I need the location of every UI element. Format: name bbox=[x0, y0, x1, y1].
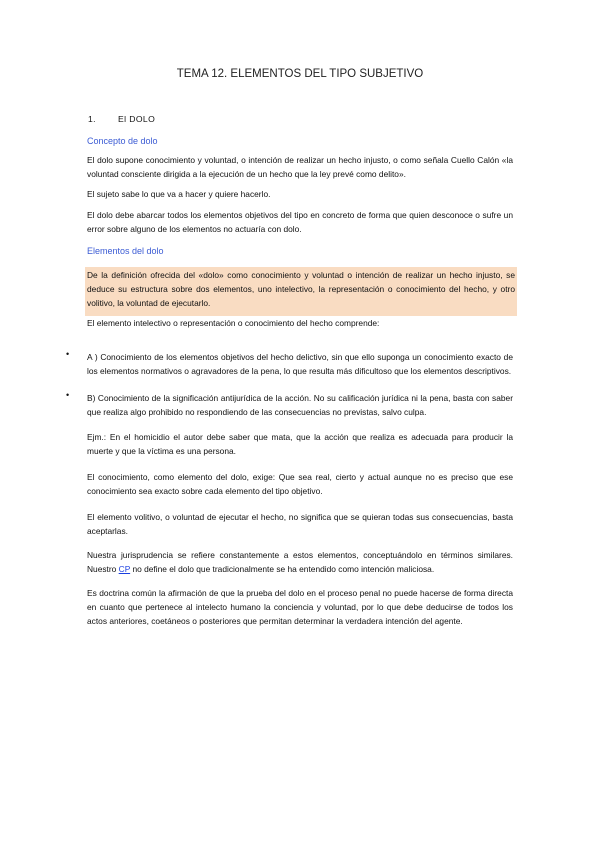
text: no define el dolo que tradicionalmente se ha entendido como intención maliciosa. bbox=[130, 564, 435, 574]
cp-link[interactable]: CP bbox=[118, 564, 131, 574]
paragraph: El dolo supone conocimiento y voluntad, o intención de realizar un hecho injusto, o como señala Cuello Calón «la voluntad consciente dirigida a la ejecución de un hecho que la ley prevé como delito». bbox=[87, 155, 513, 179]
highlighted-paragraph: De la definición ofrecida del «dolo» como conocimiento y voluntad o intención de realizar un hecho injusto, se deduce su estructura sobre dos elementos, uno intelectivo, la representación o conocimiento del hecho, y otro volitivo, la voluntad de ejecutarlo. bbox=[85, 267, 517, 316]
paragraph: Ejm.: En el homicidio el autor debe saber que mata, que la acción que realiza es adecuada para producir la muerte y que la víctima es una persona. bbox=[87, 432, 513, 456]
paragraph: El dolo debe abarcar todos los elementos objetivos del tipo en concreto de forma que quien desconoce o sufre un error sobre alguno de los elementos no actuaría con dolo. bbox=[87, 210, 513, 234]
paragraph: El conocimiento, como elemento del dolo, exige: Que sea real, cierto y actual aunque no es preciso que ese conocimiento sea exacto sobre cada elemento del tipo objetivo. bbox=[87, 472, 513, 496]
text: Nuestra jurisprudencia se refiere constantemente a estos elementos, conceptuándolo en términos similares. Nuestro bbox=[87, 550, 513, 574]
subheading-elementos: Elementos del dolo bbox=[87, 246, 164, 256]
paragraph: El elemento volitivo, o voluntad de ejecutar el hecho, no significa que se quieran todas sus consecuencias, basta aceptarlas. bbox=[87, 512, 513, 536]
section-label: El DOLO bbox=[118, 114, 156, 124]
bullet-icon: • bbox=[66, 390, 70, 400]
list-item: A ) Conocimiento de los elementos objetivos del hecho delictivo, sin que ello suponga un conocimiento exacto de los elementos normativos o agravadores de la pena, lo que resulta más dificultoso que los elementos descriptivos. bbox=[87, 352, 513, 376]
list-item: B) Conocimiento de la significación antijurídica de la acción. No su calificación jurídica ni la pena, basta con saber que realiza algo prohibido no respondiendo de las consecuencias no previstas, salvo culpa. bbox=[87, 393, 513, 417]
paragraph bbox=[87, 548, 513, 576]
paragraph: El sujeto sabe lo que va a hacer y quiere hacerlo. bbox=[87, 189, 271, 199]
paragraph: Es doctrina común la afirmación de que la prueba del dolo en el proceso penal no puede hacerse de forma directa en cuanto que pertenece al intelecto humano la conciencia y voluntad, por lo que debe deducirse de todos los actos anteriores, coetáneos o posteriores que permitan determinar la verdadera intención del agente. bbox=[87, 588, 513, 626]
section-number: 1. bbox=[88, 114, 96, 124]
bullet-icon: • bbox=[66, 349, 70, 359]
subheading-concepto: Concepto de dolo bbox=[87, 136, 158, 146]
paragraph: El elemento intelectivo o representación o conocimiento del hecho comprende: bbox=[87, 318, 380, 328]
page-title: TEMA 12. ELEMENTOS DEL TIPO SUBJETIVO bbox=[176, 68, 424, 80]
section-heading bbox=[88, 114, 156, 124]
